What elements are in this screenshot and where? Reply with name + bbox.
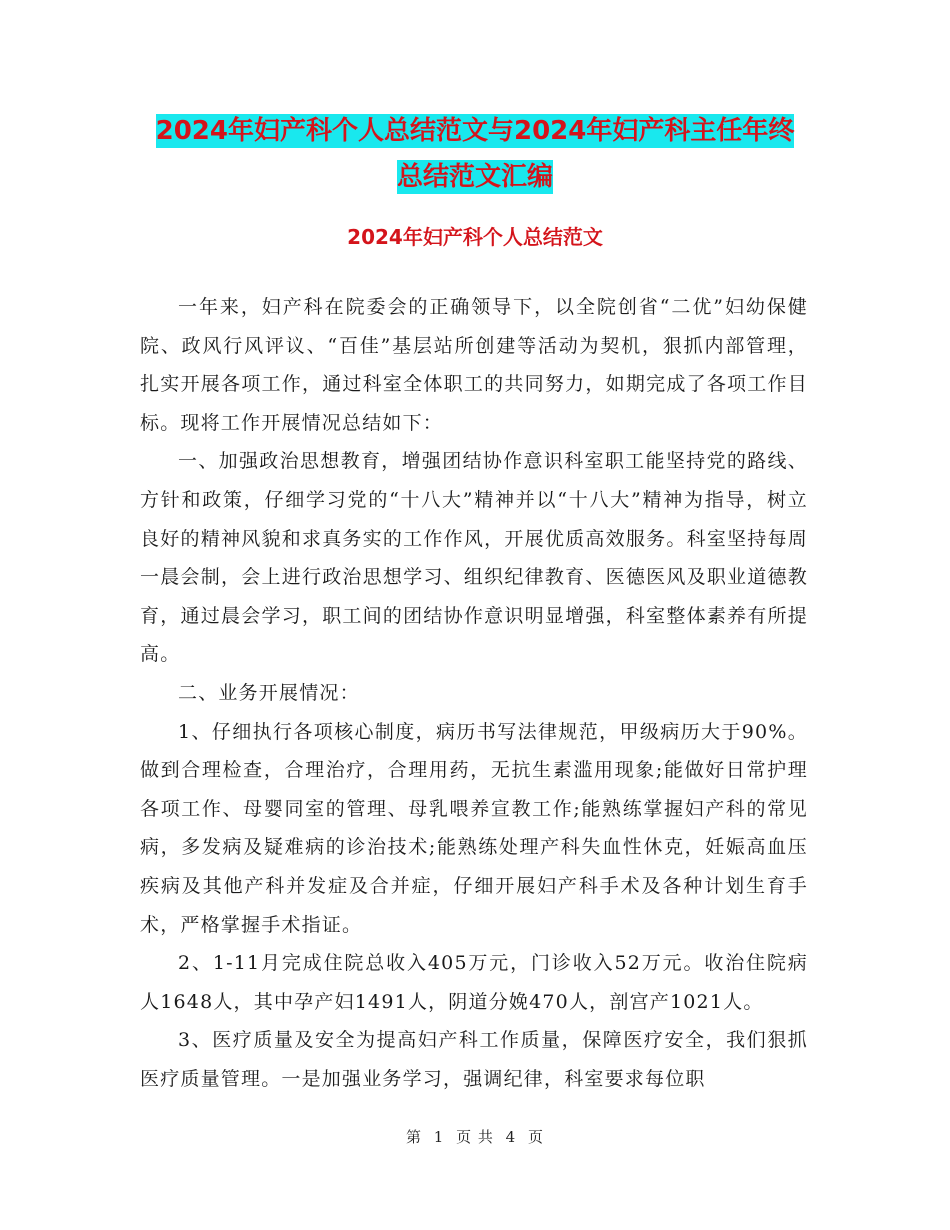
document-title-line-1: 2024年妇产科个人总结范文与2024年妇产科主任年终: [155, 116, 795, 146]
footer-current-page: 1: [433, 1128, 445, 1146]
paragraph-core-systems: 1、仔细执行各项核心制度，病历书写法律规范，甲级病历大于90%。做到合理检查，合理治疗，合理用药，无抗生素滥用现象;能做好日常护理各项工作、母婴同室的管理、母乳喂养宣教工作;能熟练掌握妇产科的常见病，多发病及疑难病的诊治技术;能熟练处理产科失血性休克，妊娠高血压疾病及其他产科并发症及合并症，仔细开展妇产科手术及各种计划生育手术，严格掌握手术指证。: [140, 720, 808, 936]
document-title-line-2: 总结范文汇编: [396, 162, 553, 192]
footer-middle: 页 共: [456, 1128, 494, 1146]
paragraph-revenue-stats: 2、1-11月完成住院总收入405万元，门诊收入52万元。收治住院病人1648人，其中孕产妇1491人，阴道分娩470人，剖宫产1021人。: [140, 952, 808, 1013]
footer-total-pages: 4: [505, 1128, 517, 1146]
footer-prefix: 第: [405, 1128, 422, 1146]
page-footer: [0, 1126, 950, 1147]
paragraph-political-education: 一、加强政治思想教育，增强团结协作意识科室职工能坚持党的路线、方针和政策，仔细学习党的“十八大”精神并以“十八大”精神为指导，树立良好的精神风貌和求真务实的工作作风，开展优质高效服务。科室坚持每周一晨会制，会上进行政治思想学习、组织纪律教育、医德医风及职业道德教育，通过晨会学习，职工间的团结协作意识明显增强，科室整体素养有所提高。: [140, 450, 808, 666]
paragraph-intro: 一年来，妇产科在院委会的正确领导下，以全院创省“二优”妇幼保健院、政风行风评议、“百佳”基层站所创建等活动为契机，狠抓内部管理，扎实开展各项工作，通过科室全体职工的共同努力，如期完成了各项工作目标。现将工作开展情况总结如下：: [140, 296, 808, 434]
paragraph-business-heading: 二、业务开展情况：: [178, 681, 360, 704]
document-body: [140, 288, 808, 1098]
paragraph-quality-safety: 3、医疗质量及安全为提高妇产科工作质量，保障医疗安全，我们狠抓医疗质量管理。一是加强业务学习，强调纪律，科室要求每位职: [140, 1029, 808, 1090]
document-title: [140, 108, 810, 200]
section-title: 2024年妇产科个人总结范文: [347, 225, 603, 249]
footer-suffix: 页: [528, 1128, 545, 1146]
